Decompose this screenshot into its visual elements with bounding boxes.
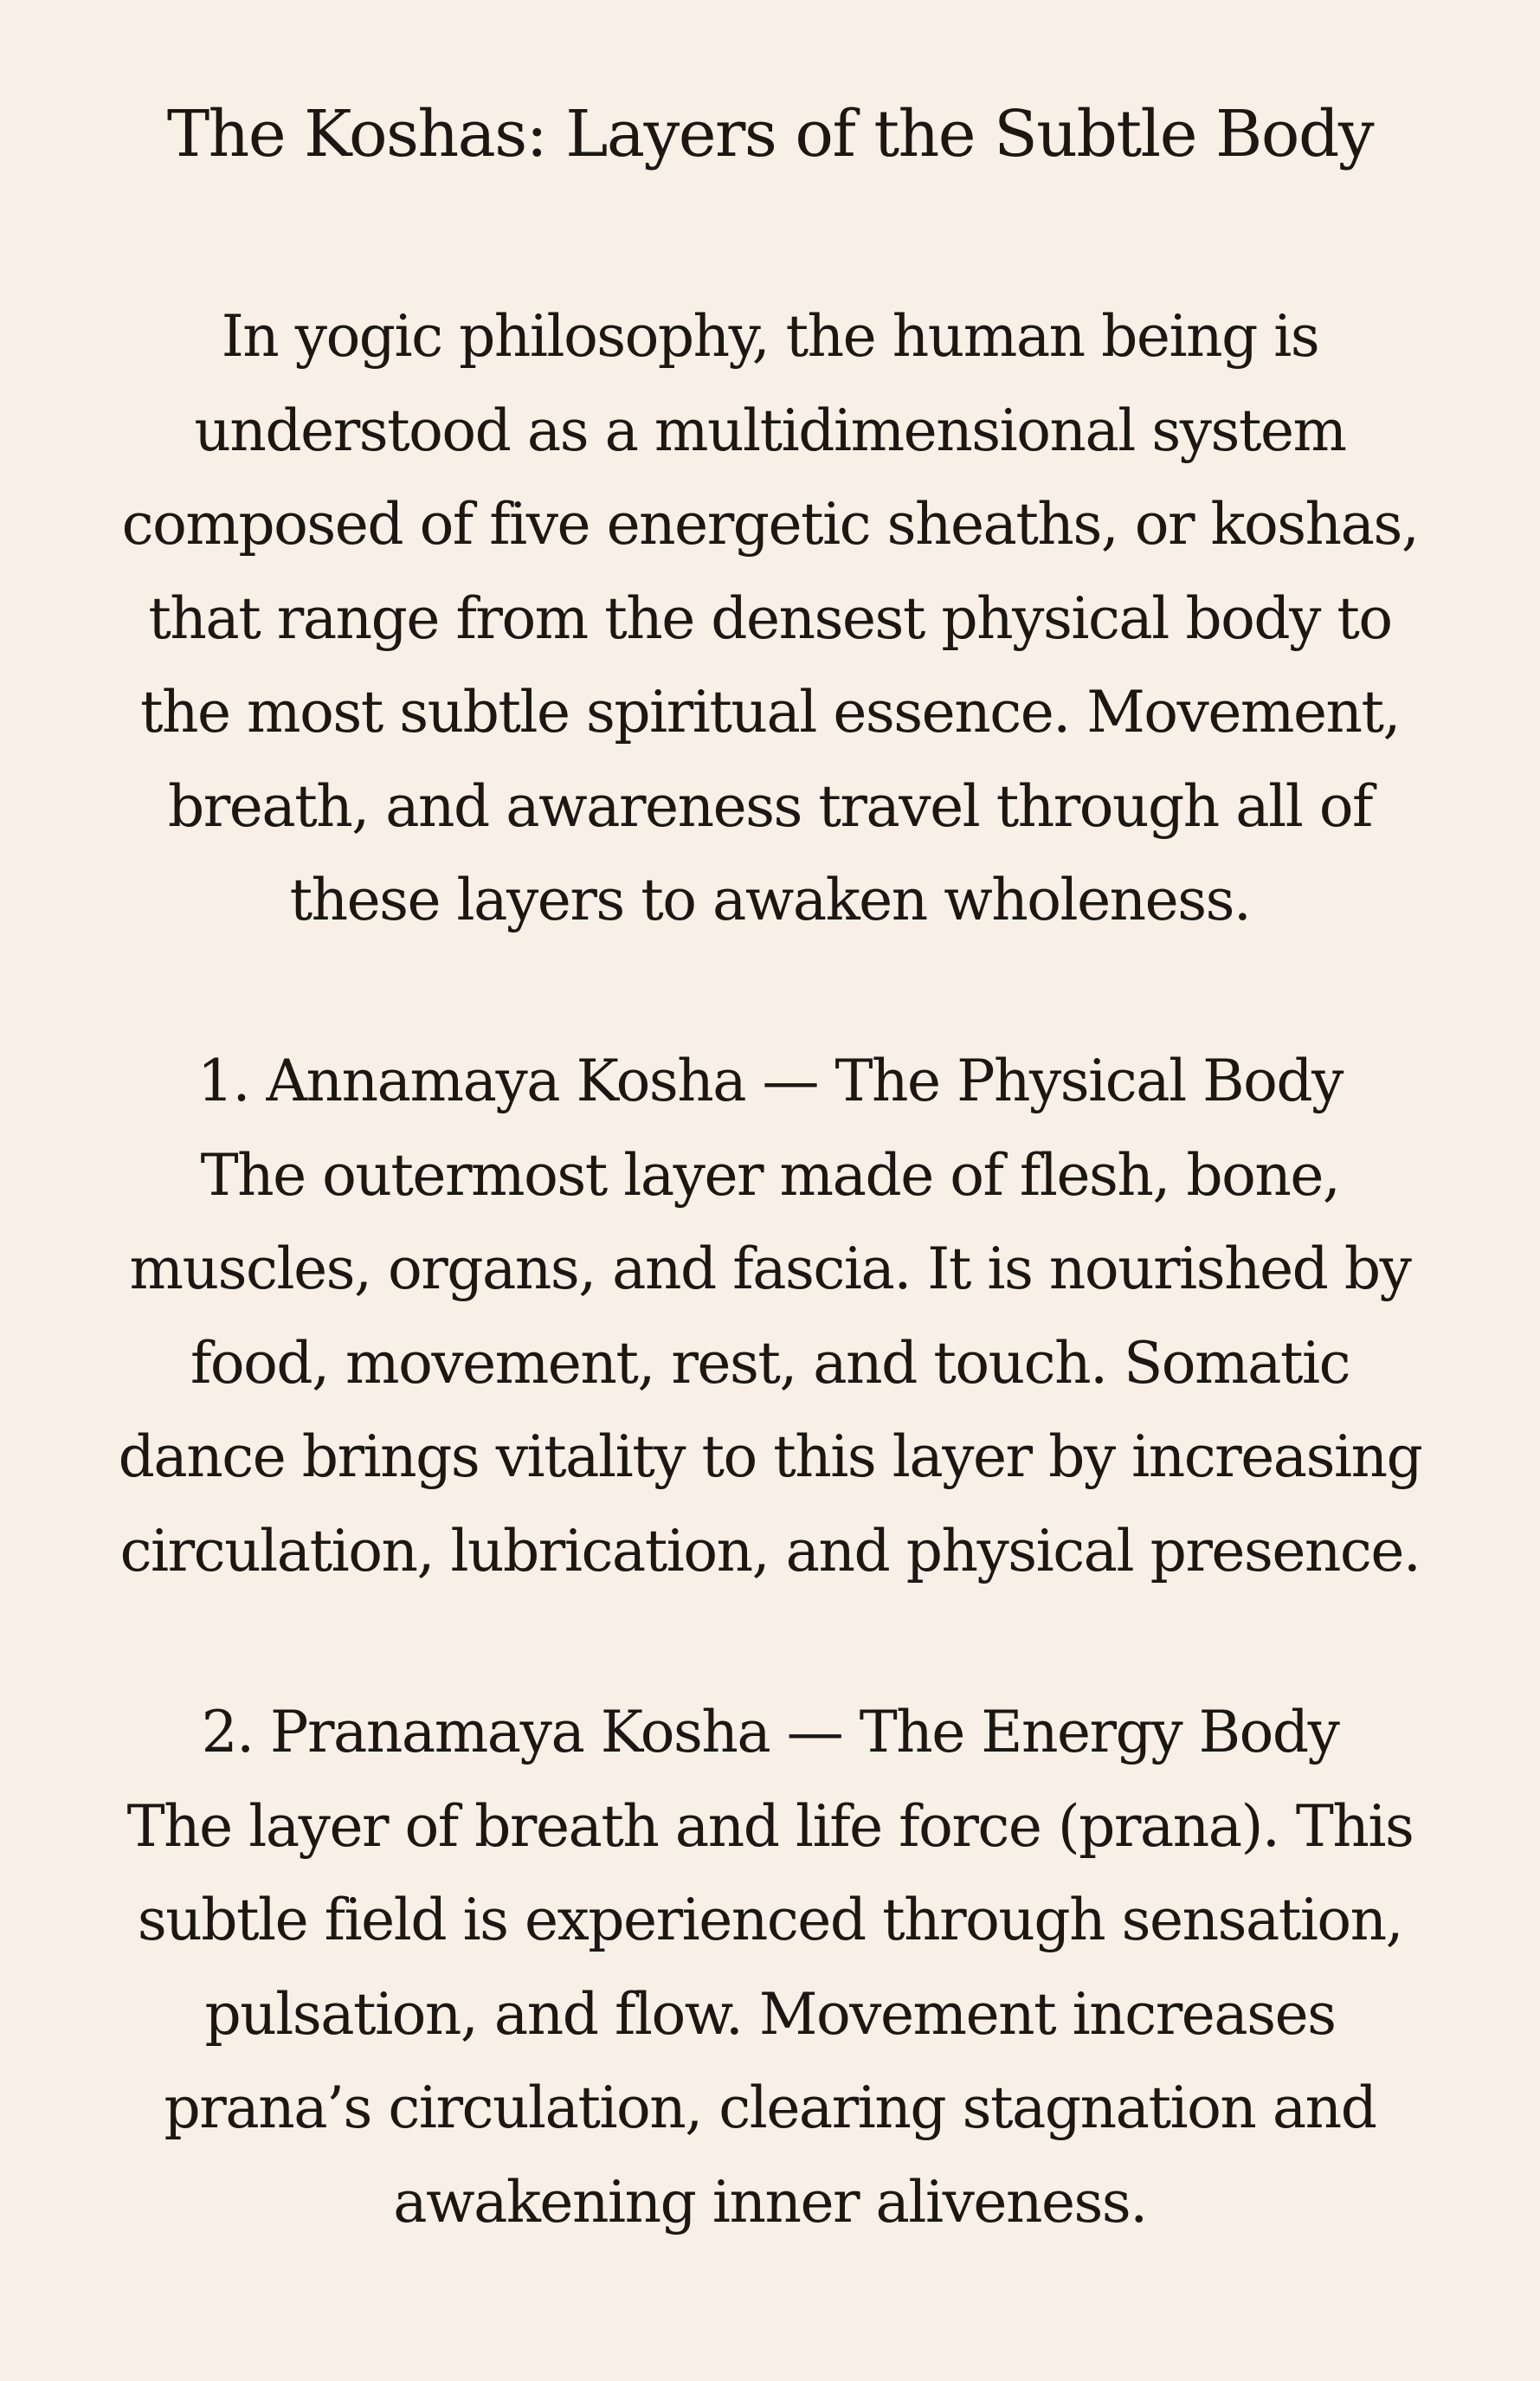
kosha-section-pranamaya [69,1686,1471,2249]
intro-line: the most subtle spiritual essence. Movement, [139,679,1401,745]
kosha-description-line: The outermost layer made of flesh, bone, [200,1141,1340,1209]
intro-paragraph [69,290,1471,948]
kosha-heading: 1. Annamaya Kosha — The Physical Body [197,1048,1343,1114]
kosha-description-line: prana’s circulation, clearing stagnation and [164,2075,1376,2141]
kosha-description-line: subtle field is experienced through sensation, [137,1887,1403,1953]
kosha-description-line: dance brings vitality to this layer by increasing [118,1423,1422,1490]
intro-line: breath, and awareness travel through all of [168,772,1372,840]
kosha-description-line: pulsation, and flow. Movement increases [204,1980,1336,2048]
kosha-description-line: muscles, organs, and fascia. It is nourished by [129,1236,1411,1302]
kosha-description-line: The layer of breath and life force (prana). This [126,1792,1414,1860]
intro-line: composed of five energetic sheaths, or koshas, [121,491,1419,558]
intro-line: In yogic philosophy, the human being is [221,303,1319,370]
intro-line: understood as a multidimensional system [194,397,1346,464]
intro-line: these layers to awaken wholeness. [289,867,1251,933]
kosha-heading: 2. Pranamaya Kosha — The Energy Body [201,1699,1339,1765]
kosha-description-line: awakening inner aliveness. [393,2168,1147,2236]
kosha-description-line: food, movement, rest, and touch. Somatic [190,1329,1350,1397]
page-title: The Koshas: Layers of the Subtle Body [166,97,1374,171]
intro-line: that range from the densest physical body to [148,584,1392,652]
kosha-description-line: circulation, lubrication, and physical presence. [119,1517,1421,1584]
kosha-section-annamaya [69,1035,1471,1598]
